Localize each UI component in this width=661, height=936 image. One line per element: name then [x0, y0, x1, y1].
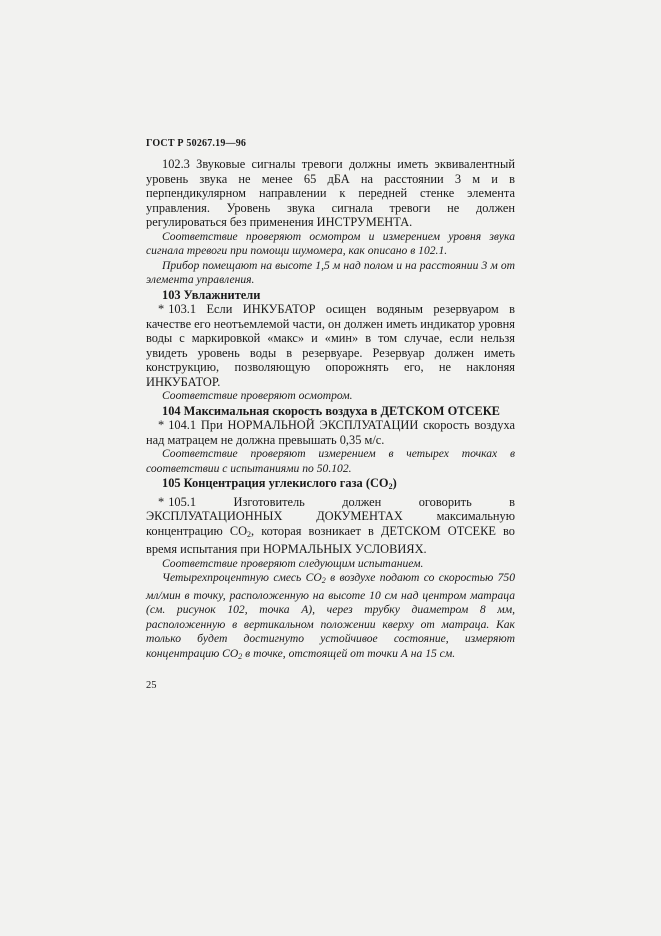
section-heading-104: 104 Максимальная скорость воздуха в ДЕТСКОМ ОТСЕКЕ — [162, 403, 500, 418]
section-heading-105 — [146, 476, 515, 495]
test-procedure-text-a: Четырехпроцентную смесь СО — [162, 571, 322, 584]
paragraph-102-3: 102.3 Звуковые сигналы тревоги должны иметь эквивалентный уровень звука не менее 65 дБА на расстоянии 3 м и в перпендикулярном направлении к передней стенке элемента управления. Уровень звука сигнала тревоги не должен регулироваться без применения ИНСТРУМЕНТА. — [146, 157, 515, 229]
document-header: ГОСТ Р 50267.19—96 — [146, 138, 247, 149]
subscript: 2 — [321, 576, 326, 585]
test-procedure-text-b: в воздухе подают со скоростью 750 мл/мин в точку, расположенную на высоте 10 см над центром матраца (см. рисунок 102, точка А), через трубку диаметром 8 мм, расположенную в вертикальном положении кверху от матраца. Как только будет достигнуто устойчивое состояние, измеряют концентрацию СО — [146, 571, 515, 660]
asterisk-mark: * — [158, 494, 165, 509]
heading-105-text: 105 Концентрация углекислого газа (СО — [162, 476, 389, 490]
subscript: 2 — [238, 651, 243, 661]
compliance-note-104-1: Соответствие проверяют измерением в четырех точках в соответствии с испытаниями по 50.102. — [146, 447, 515, 475]
asterisk-mark: * — [158, 302, 165, 316]
compliance-note-105-1: Соответствие проверяют следующим испытанием. — [162, 556, 424, 570]
test-procedure-text-c: в точке, отстоящей от точки А на 15 см. — [242, 646, 456, 660]
page-number: 25 — [146, 680, 157, 691]
asterisk-mark: * — [158, 418, 165, 432]
subscript: 2 — [388, 482, 393, 491]
paragraph-105-1 — [146, 495, 515, 557]
paragraph-104-1-text: 104.1 При НОРМАЛЬНОЙ ЭКСПЛУАТАЦИИ скорость воздуха над матрацем не должна превышать 0,35 м/с. — [146, 418, 515, 447]
paragraph-105-1-text-b: , которая возникает в ДЕТСКОМ ОТСЕКЕ во время испытания при НОРМАЛЬНЫХ УСЛОВИЯХ. — [146, 523, 515, 556]
compliance-note-103-1: Соответствие проверяют осмотром. — [162, 389, 353, 402]
heading-105-close: ) — [392, 476, 397, 490]
paragraph-103-1-text: 103.1 Если ИНКУБАТОР осищен водяным резервуаром в качестве его неотъемлемой части, он должен иметь индикатор уровня воды с маркировкой «макс» и «мин» в том случае, если нельзя увидеть уровень воды в резервуаре. Резервуар должен иметь конструкцию, позволяющую опорожнять его, не наклоняя ИНКУБАТОР. — [146, 302, 515, 389]
paragraph-105-1-text-a: 105.1 Изготовитель должен оговорить в ЭКСПЛУАТАЦИОННЫХ ДОКУМЕНТАХ максимальную концентрацию СО — [146, 494, 515, 538]
document-body — [146, 157, 515, 664]
compliance-note-102-3: Соответствие проверяют осмотром и измерением уровня звука сигнала тревоги при помощи шумомера, как описано в 102.1. — [146, 229, 515, 257]
device-placement-note: Прибор помещают на высоте 1,5 м над полом и на расстоянии 3 м от элемента управления. — [146, 258, 515, 286]
section-heading-103: 103 Увлажнители — [162, 287, 261, 302]
paragraph-104-1 — [146, 418, 515, 447]
test-procedure-105-1 — [146, 571, 515, 664]
paragraph-103-1 — [146, 302, 515, 389]
subscript: 2 — [247, 529, 252, 539]
